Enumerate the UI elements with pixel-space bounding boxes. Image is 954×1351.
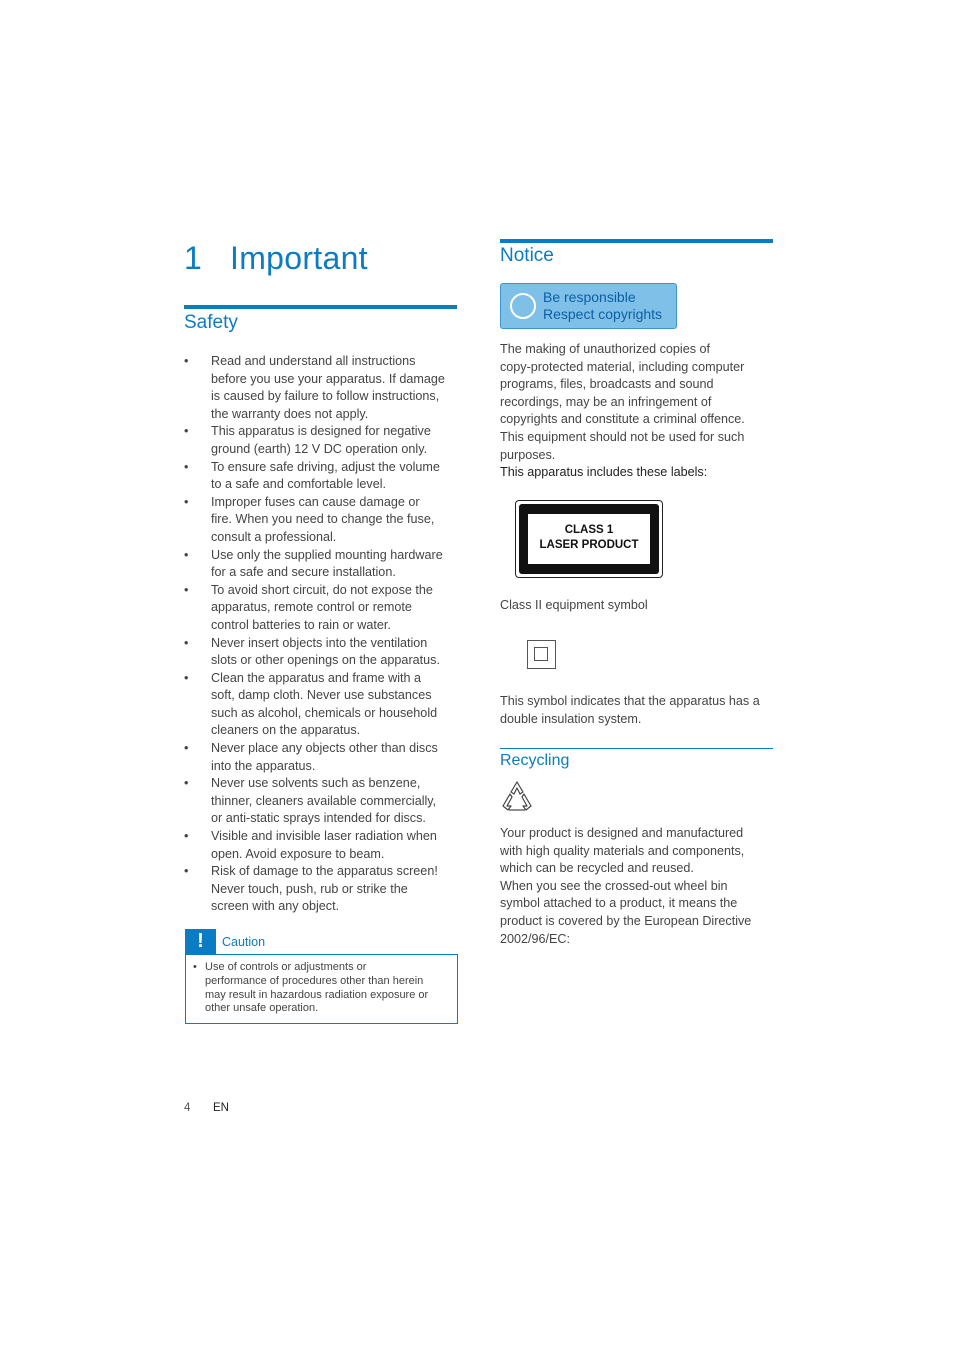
bullet: •	[184, 864, 189, 879]
bullet: •	[184, 582, 189, 597]
laser-class-text: CLASS 1	[564, 524, 614, 536]
safety-item-line: into the apparatus.	[211, 758, 316, 773]
safety-item	[184, 740, 460, 775]
class2-caption: Class II equipment symbol	[500, 598, 648, 612]
notice-title: Notice	[500, 245, 554, 266]
safety-item-line: soft, damp cloth. Never use substances	[211, 688, 432, 703]
text-line: 2002/96/EC:	[500, 931, 571, 946]
safety-item	[184, 547, 460, 582]
badge-line-2: Respect copyrights	[543, 306, 663, 322]
caution-box	[185, 954, 458, 1024]
safety-item-line: Improper fuses can cause damage or	[211, 494, 420, 509]
safety-item-line: consult a professional.	[211, 529, 337, 544]
safety-item	[184, 582, 460, 635]
safety-item-line: the warranty does not apply.	[211, 406, 369, 421]
caution-header	[185, 929, 457, 954]
exclamation-icon: !	[185, 929, 216, 954]
text-line: copy-protected material, including computer	[500, 359, 745, 374]
labels-intro: This apparatus includes these labels:	[500, 465, 708, 480]
bullet: •	[184, 776, 189, 791]
text-line: which can be recycled and reused.	[500, 861, 694, 876]
safety-item-line: This apparatus is designed for negative	[211, 424, 431, 439]
text-line: purposes.	[500, 447, 556, 462]
notice-rule	[500, 239, 773, 243]
caution-label: Caution	[222, 935, 266, 949]
laser-product-label	[515, 500, 663, 578]
safety-item-line: To ensure safe driving, adjust the volume	[211, 459, 440, 474]
safety-item	[184, 459, 460, 494]
recycling-title: Recycling	[500, 752, 570, 769]
safety-rule	[184, 305, 457, 309]
copyright-paragraph	[500, 341, 775, 482]
safety-item	[184, 423, 460, 458]
caution-text	[193, 961, 449, 1016]
laser-label-panel	[528, 514, 650, 564]
safety-item-line: cleaners on the apparatus.	[211, 723, 361, 738]
safety-item-line: for a safe and secure installation.	[211, 565, 396, 580]
bullet: •	[184, 424, 189, 439]
safety-item	[184, 828, 460, 863]
bullet: •	[184, 741, 189, 756]
text-line: This equipment should not be used for such	[500, 429, 745, 444]
safety-list	[184, 353, 460, 916]
text-line: The making of unauthorized copies of	[500, 342, 711, 356]
safety-item-line: is caused by failure to follow instructions,	[211, 389, 440, 404]
text-line: copyrights and constitute a criminal offence.	[500, 412, 745, 427]
caution-line: may result in hazardous radiation exposure or	[205, 988, 429, 1001]
safety-item-line: Risk of damage to the apparatus screen!	[211, 864, 438, 879]
safety-item-line: or anti-static sprays intended for discs.	[211, 811, 426, 826]
safety-item-line: Never insert objects into the ventilation	[211, 635, 428, 650]
page-number: 4	[184, 1102, 191, 1114]
safety-item	[184, 670, 460, 740]
text-line: product is covered by the European Directive	[500, 913, 752, 928]
text-line: programs, files, broadcasts and sound	[500, 377, 714, 392]
safety-item-line: thinner, cleaners available commercially,	[211, 793, 437, 808]
safety-item	[184, 863, 460, 916]
bullet: •	[184, 670, 189, 685]
safety-item	[184, 635, 460, 670]
safety-item-line: to a safe and comfortable level.	[211, 477, 387, 492]
safety-item-line: fire. When you need to change the fuse,	[211, 512, 435, 527]
text-line: recordings, may be an infringement of	[500, 394, 712, 409]
safety-item-line: Read and understand all instructions	[211, 354, 416, 368]
laser-label-frame	[519, 504, 659, 574]
safety-item-line: Never place any objects other than discs	[211, 741, 438, 756]
safety-item-line: open. Avoid exposure to beam.	[211, 846, 385, 861]
safety-item-line: apparatus, remote control or remote	[211, 600, 412, 615]
safety-item-line: control batteries to rain or water.	[211, 617, 391, 632]
safety-item-line: Never use solvents such as benzene,	[211, 776, 421, 791]
recycle-icon	[500, 779, 534, 813]
caution-bullet: •	[193, 961, 197, 973]
safety-item-line: To avoid short circuit, do not expose the	[211, 582, 433, 597]
safety-item-line: slots or other openings on the apparatus.	[211, 653, 440, 668]
badge-line-1: Be responsible	[543, 289, 636, 305]
bullet: •	[184, 547, 189, 562]
bullet: •	[184, 459, 189, 474]
safety-item-line: before you use your apparatus. If damage	[211, 371, 445, 386]
safety-item	[184, 353, 460, 423]
safety-item-line: ground (earth) 12 V DC operation only.	[211, 441, 428, 456]
caution-line: performance of procedures other than herein	[205, 974, 424, 987]
safety-title: Safety	[184, 312, 238, 333]
safety-item-line: Use only the supplied mounting hardware	[211, 547, 443, 562]
bullet: •	[184, 354, 189, 368]
chapter-heading	[184, 240, 368, 277]
recycling-paragraph	[500, 825, 775, 948]
bullet: •	[184, 494, 189, 509]
caution-line: other unsafe operation.	[205, 1002, 319, 1015]
recycling-rule	[500, 748, 773, 749]
safety-item-line: Visible and invisible laser radiation when	[211, 829, 437, 844]
text-line: with high quality materials and components,	[500, 843, 745, 858]
text-line: This symbol indicates that the apparatus has a	[500, 694, 760, 708]
text-line: double insulation system.	[500, 711, 642, 726]
text-line: When you see the crossed-out wheel bin	[500, 878, 728, 893]
safety-item-line: Clean the apparatus and frame with a	[211, 670, 422, 685]
bullet: •	[184, 635, 189, 650]
smile-circle-icon	[510, 293, 536, 319]
safety-item-line: such as alcohol, chemicals or household	[211, 705, 438, 720]
respect-copyrights-badge	[500, 283, 677, 329]
text-line: Your product is designed and manufactured	[500, 826, 744, 840]
language-code: EN	[213, 1102, 229, 1114]
caution-line: Use of controls or adjustments or	[205, 961, 367, 973]
text-line: symbol attached to a product, it means the	[500, 896, 738, 911]
bullet: •	[184, 829, 189, 844]
double-square-icon	[527, 640, 556, 669]
chapter-number: 1	[184, 240, 203, 276]
laser-product-text: LASER PRODUCT	[539, 539, 639, 551]
safety-item	[184, 494, 460, 547]
safety-item-line: Never touch, push, rub or strike the	[211, 881, 408, 896]
safety-item	[184, 775, 460, 828]
double-square-inner	[534, 647, 548, 661]
safety-item-line: screen with any object.	[211, 899, 340, 914]
chapter-title: Important	[230, 240, 368, 276]
class2-paragraph	[500, 693, 775, 728]
